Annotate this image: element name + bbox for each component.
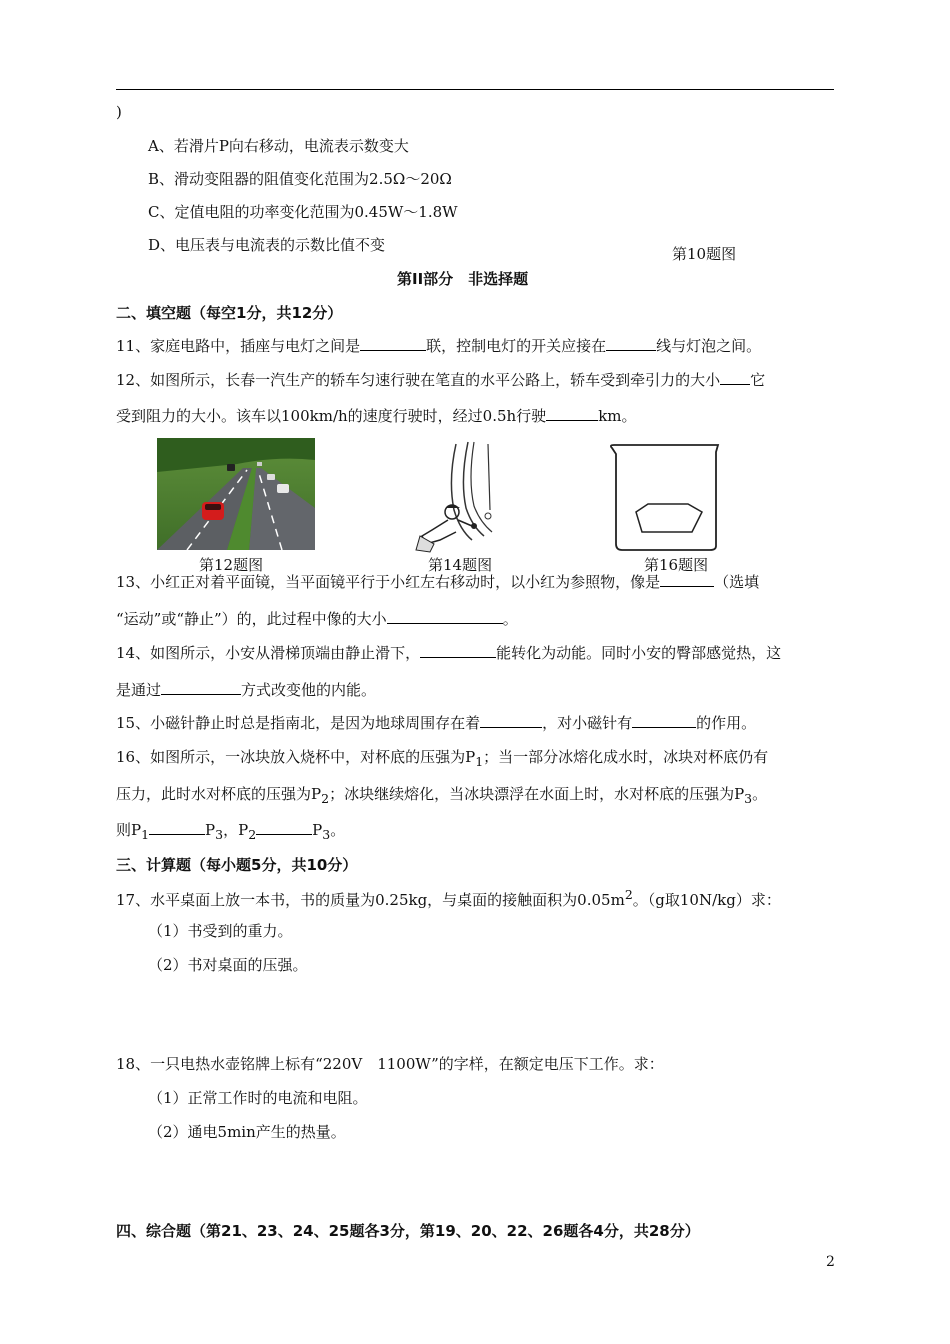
q11-text-a: 11、家庭电路中，插座与电灯之间是 [116, 337, 361, 355]
q17-stem [116, 885, 781, 910]
q18-sub-1: （1）正常工作时的电流和电阻。 [148, 1089, 368, 1107]
q17-text: 17、水平桌面上放一本书，书的质量为0.25kg，与桌面的接触面积为0.05m [116, 891, 625, 909]
q13-text-a: 13、小红正对着平面镜，当平面镜平行于小红左右移动时，以小红为参照物，像是 [116, 573, 661, 591]
section3-heading: 三、计算题（每小题5分，共10分） [116, 856, 358, 874]
q18-stem: 18、一只电热水壶铭牌上标有“220V 1100W”的字样，在额定电压下工作。求： [116, 1055, 664, 1073]
q15-blank-1[interactable] [480, 713, 542, 728]
q11-text-c: 线与灯泡之间。 [656, 337, 762, 355]
q16-p2-sub: 2 [248, 827, 257, 842]
q16-line2 [116, 784, 767, 809]
q15-text-b: ，对小磁针有 [542, 714, 633, 732]
q13-text-d: 。 [502, 610, 518, 628]
q16-text-c: 压力，此时水对杯底的压强为P [116, 785, 322, 803]
q14-text-b: 能转化为动能。同时小安的臀部感觉热，这 [496, 644, 782, 662]
q16-p1-sub: 1 [141, 827, 150, 842]
beaker-ice-figure [606, 442, 726, 554]
q14-blank-2[interactable] [161, 680, 241, 695]
fig16-caption: 第16题图 [644, 556, 709, 574]
q17-sub-2: （2）书对桌面的压强。 [148, 956, 308, 974]
q16-line1 [116, 747, 768, 772]
q11 [116, 336, 761, 356]
q16-sub-1: 1 [475, 754, 484, 769]
q12-blank-1[interactable] [720, 370, 750, 385]
header-rule [116, 89, 834, 90]
q13-line2 [116, 609, 518, 629]
q10-option-c: C、定值电阻的功率变化范围为0.45W～1.8W [148, 203, 458, 221]
q13-blank-1[interactable] [660, 572, 714, 587]
q12-text-b: 它 [750, 371, 766, 389]
q14-line2 [116, 680, 376, 700]
q16-text-e: 。 [752, 785, 768, 803]
q16-line3 [116, 820, 345, 845]
q12-text-a: 12、如图所示，长春一汽生产的轿车匀速行驶在笔直的水平公路上，轿车受到牵引力的大小 [116, 371, 721, 389]
q17-text-end: 。（g取10N/kg）求： [632, 891, 781, 909]
q13-line1 [116, 572, 759, 592]
highway-car-figure [157, 438, 315, 550]
q16-sub-3: 3 [744, 791, 753, 806]
q11-blank-2[interactable] [606, 336, 656, 351]
q18-sub-2: （2）通电5min产生的热量。 [148, 1123, 346, 1141]
q17-sub-1: （1）书受到的重力。 [148, 922, 293, 940]
q14-text-a: 14、如图所示，小安从滑梯顶端由静止滑下， [116, 644, 421, 662]
q16-text-a: 16、如图所示，一冰块放入烧杯中，对杯底的压强为P [116, 748, 476, 766]
q12-blank-2[interactable] [546, 406, 598, 421]
q13-text-c: “运动”或“静止”）的，此过程中像的大小 [116, 610, 387, 628]
q12-text-c: 受到阻力的大小。该车以100km/h的速度行驶时，经过0.5h行驶 [116, 407, 547, 425]
q14-text-d: 方式改变他的内能。 [241, 681, 377, 699]
q13-blank-2[interactable] [387, 609, 503, 624]
q17-sup: 2 [624, 887, 633, 902]
q10-option-d: D、电压表与电流表的示数比值不变 [148, 236, 386, 254]
q16-end: 。 [330, 821, 346, 839]
part2-title: 第II部分 非选择题 [397, 270, 529, 288]
q12-line2 [116, 406, 637, 426]
q16-text-b: ；当一部分冰熔化成水时，冰块对杯底仍有 [483, 748, 769, 766]
q14-text-c: 是通过 [116, 681, 162, 699]
q12-line1 [116, 370, 765, 390]
q16-sub-2: 2 [321, 791, 330, 806]
q15-text-c: 的作用。 [696, 714, 757, 732]
q11-blank-1[interactable] [360, 336, 426, 351]
section2-heading: 二、填空题（每空1分，共12分） [116, 304, 343, 322]
q15 [116, 713, 756, 733]
q10-fig-caption: 第10题图 [672, 245, 737, 263]
q16-p3-sub-1: 3 [215, 827, 224, 842]
q16-p2-label: ，P [223, 821, 249, 839]
q13-text-b: （选填 [714, 573, 760, 591]
q10-option-a: A、若滑片P向右移动，电流表示数变大 [148, 137, 409, 155]
page-number: 2 [826, 1254, 835, 1270]
lead-paren: ) [116, 103, 122, 121]
q16-p1-label: 则P [116, 821, 142, 839]
fig14-caption: 第14题图 [428, 556, 493, 574]
q14-line1 [116, 643, 781, 663]
q10-option-b: B、滑动变阻器的阻值变化范围为2.5Ω～20Ω [148, 170, 452, 188]
q14-blank-1[interactable] [420, 643, 496, 658]
q15-blank-2[interactable] [632, 713, 696, 728]
q16-blank-2[interactable] [256, 820, 312, 835]
q16-p3-label-1: P [205, 821, 216, 839]
q16-text-d: ；冰块继续熔化，当冰块漂浮在水面上时，水对杯底的压强为P [329, 785, 745, 803]
q16-p3-label-2: P [312, 821, 323, 839]
q11-text-b: 联，控制电灯的开关应接在 [426, 337, 607, 355]
q16-blank-1[interactable] [149, 820, 205, 835]
q12-text-d: km。 [598, 407, 637, 425]
q16-p3-sub-2: 3 [322, 827, 331, 842]
section4-heading: 四、综合题（第21、23、24、25题各3分，第19、20、22、26题各4分，共28分） [116, 1222, 700, 1240]
q15-text-a: 15、小磁针静止时总是指南北，是因为地球周围存在着 [116, 714, 481, 732]
fig12-caption: 第12题图 [199, 556, 264, 574]
slide-figure [412, 440, 502, 556]
